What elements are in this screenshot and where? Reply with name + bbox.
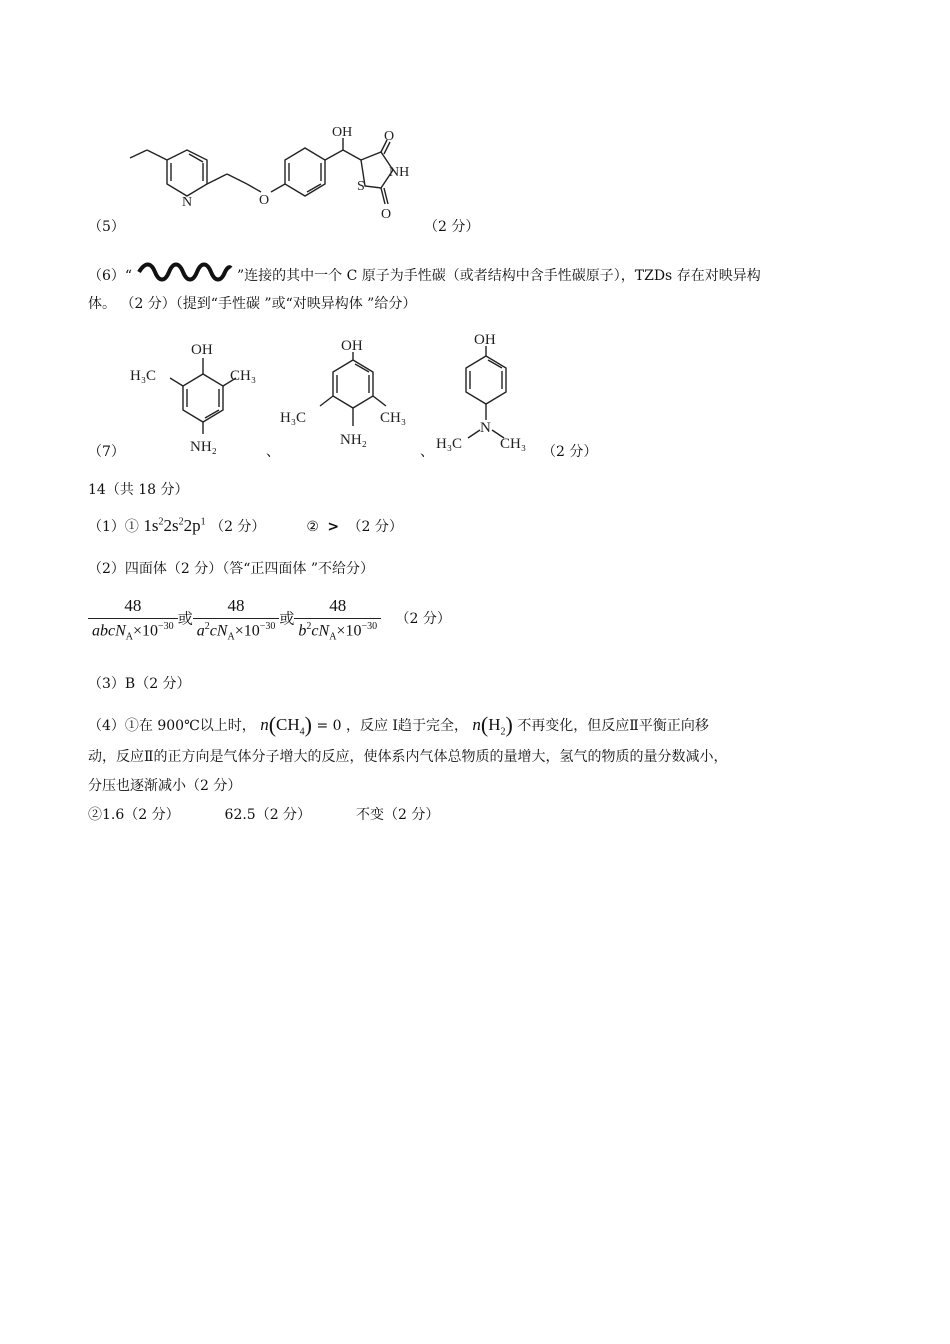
q6-line1: [88, 260, 761, 285]
ch4-formula: $CH_4$: [276, 715, 305, 738]
density-score: （2 分）: [395, 611, 451, 628]
h2-formula: $H_2$: [488, 715, 506, 738]
sulfur-label: S: [357, 179, 365, 194]
mol2-methyl-left: H₃C: [280, 410, 307, 426]
answer-1: ②1.6（2 分）: [88, 807, 180, 823]
carbonyl-o2-label: O: [381, 207, 392, 222]
q5-number: （5）: [88, 219, 125, 235]
mol3-methyl-right: CH₃: [500, 436, 527, 452]
q5-score: （2 分）: [424, 219, 480, 235]
q6-open-quote: “: [124, 268, 133, 284]
mol1-methyl-left: H₃C: [130, 368, 157, 384]
q7-score: （2 分）: [542, 444, 598, 460]
q14-part4-line2: 动，反应Ⅱ的正方向是气体分子增大的反应，使体系内气体总物质的量增大，氢气的物质的量分数减小，: [88, 749, 728, 765]
or-2: 或: [279, 609, 295, 628]
answer-2: 62.5（2 分）: [224, 807, 312, 823]
q7-sep1: 、: [266, 444, 280, 460]
pyridine-n-label: N: [182, 195, 193, 210]
n-symbol-2: n: [472, 715, 481, 734]
q14-part3: （3）B（2 分）: [88, 676, 191, 692]
dimethylaminophenol-structure: [434, 328, 544, 456]
q7-sep2: 、: [420, 444, 434, 460]
q14-part4-line3: 分压也逐渐减小（2 分）: [88, 778, 242, 794]
density-formula: [88, 596, 451, 643]
mol2-amine-label: NH₂: [340, 432, 367, 448]
q14-part2: （2）四面体（2 分）（答“正四面体 ”不给分）: [88, 561, 375, 577]
mol1-oh-label: OH: [191, 342, 213, 358]
carbonyl-o-label: O: [384, 129, 395, 144]
q14-header: 14（共 18 分）: [88, 482, 189, 498]
aminodimethylphenol-structure-1: [128, 336, 268, 458]
aminodimethylphenol-structure-2: [278, 334, 418, 458]
density-fraction-1: $\frac{48}{abcN_A\times 10^{-30}}$: [88, 596, 178, 643]
q6-text1: ”连接的其中一个 C 原子为手性碳（或者结构中含手性碳原子），TZDs 存在对映异构: [237, 268, 761, 284]
p1-score2: （2 分）: [347, 519, 403, 535]
hydroxyl-label: OH: [332, 125, 353, 140]
mol2-oh-label: OH: [341, 338, 363, 354]
n-symbol-1: n: [260, 715, 269, 734]
density-fraction-3: $\frac{48}{b^2cN_A\times 10^{-30}}$: [294, 596, 381, 643]
pioglitazone-structure: [125, 118, 425, 228]
density-fraction-2: $\frac{48}{a^2cN_A\times 10^{-30}}$: [193, 596, 280, 643]
mol3-n-label: N: [480, 420, 491, 436]
p1-score: （2 分）: [210, 519, 266, 535]
mol3-oh-label: OH: [474, 332, 496, 348]
q14-part1: [88, 516, 403, 536]
p1-number: （1）①: [88, 519, 139, 535]
mol1-methyl-right: CH₃: [230, 368, 257, 384]
wavy-bond-icon: [137, 260, 233, 284]
electron-config: $1s^22s^22p^1$: [143, 516, 206, 535]
q14-part4-answers: [88, 804, 439, 824]
q14-part4-line1: （4）①在 900℃以上时， $n(CH_4) = 0$ ，反应 Ⅰ趋于完全， $n(H_2)$ 不再变化，但反应Ⅱ平衡正向移: [88, 712, 709, 738]
q6-number: （6）: [88, 268, 125, 284]
q7-number: （7）: [88, 444, 125, 460]
p1-part2: ②: [306, 519, 319, 535]
answer-3: 不变（2 分）: [355, 807, 440, 823]
nh-label: NH: [389, 165, 410, 180]
mol1-amine-label: NH₂: [190, 439, 217, 455]
q6-line2: 体。 （2 分）（提到“手性碳 ”或“对映异构体 ”给分）: [88, 296, 417, 312]
mol2-methyl-right: CH₃: [380, 410, 407, 426]
ether-o-label: O: [259, 193, 270, 208]
mol3-methyl-left: H₃C: [436, 436, 463, 452]
or-1: 或: [177, 609, 193, 628]
greater-than-sign: >: [327, 519, 340, 535]
